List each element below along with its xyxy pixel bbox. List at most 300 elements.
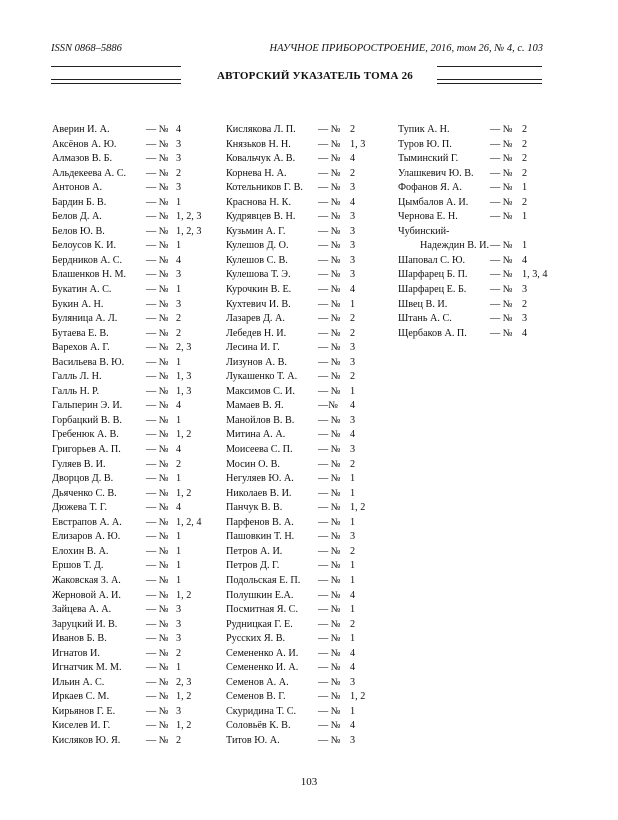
issue-numbers: 1, 2 <box>176 589 192 601</box>
issue-marker: — № <box>318 633 341 645</box>
issue-marker: — № <box>318 254 341 266</box>
issue-marker: — № <box>146 647 169 659</box>
author-entry <box>226 459 396 474</box>
author-name: Гребенюк А. В. <box>52 429 119 441</box>
author-entry <box>398 284 573 299</box>
issue-numbers: 3 <box>176 138 182 150</box>
issue-marker: — № <box>490 182 513 194</box>
author-entry <box>226 691 396 706</box>
author-entry <box>398 153 573 168</box>
issue-marker: — № <box>318 138 341 150</box>
issue-marker: — № <box>146 240 169 252</box>
author-entry <box>52 284 217 299</box>
author-entry <box>52 153 217 168</box>
author-name: Дьяченко С. В. <box>52 487 117 499</box>
issue-marker: — № <box>318 429 341 441</box>
issue-marker: — № <box>318 269 341 281</box>
author-entry <box>226 400 396 415</box>
author-entry <box>226 284 396 299</box>
issue-marker: — № <box>318 356 341 368</box>
issue-marker: — № <box>490 153 513 165</box>
issue-numbers: 4 <box>176 502 182 514</box>
issue-numbers: 2 <box>522 124 528 135</box>
issue-marker: — № <box>146 574 169 586</box>
author-entry <box>398 299 573 314</box>
issue-marker: — № <box>146 254 169 266</box>
issue-numbers: 3 <box>176 182 182 194</box>
issue-numbers: 1 <box>176 356 182 368</box>
issue-numbers: 1 <box>522 182 528 194</box>
issue-marker: — № <box>146 182 169 194</box>
author-entry <box>398 124 573 139</box>
author-entry <box>398 269 573 284</box>
author-name: Гальперин Э. И. <box>52 400 123 412</box>
author-entry <box>398 168 573 183</box>
author-entry <box>52 502 217 517</box>
issue-numbers: 3 <box>176 618 182 630</box>
author-entry <box>226 517 396 532</box>
issue-marker: — № <box>318 705 341 717</box>
author-name: Ильин А. С. <box>52 676 105 688</box>
issue-numbers: 2 <box>522 138 528 150</box>
issue-numbers: 4 <box>350 400 356 412</box>
author-name: Петров Д. Г. <box>226 560 280 572</box>
author-entry <box>226 124 396 139</box>
issue-numbers: 1, 3 <box>176 385 192 397</box>
author-entry <box>226 720 396 735</box>
author-entry <box>52 400 217 415</box>
author-name: Мамаев В. Я. <box>226 400 284 412</box>
author-entry <box>226 153 396 168</box>
issue-marker: — № <box>146 589 169 601</box>
issue-numbers: 1, 2, 4 <box>176 516 202 528</box>
issue-marker: — № <box>318 225 341 237</box>
issue-marker: — № <box>490 211 513 223</box>
issue-marker: — № <box>146 342 169 354</box>
issue-marker: — № <box>490 313 513 325</box>
author-name: Аксёнов А. Ю. <box>52 138 117 150</box>
issue-numbers: 1, 2 <box>176 429 192 441</box>
issue-marker: — № <box>490 240 513 252</box>
author-name: Моисеева С. П. <box>226 444 293 456</box>
author-name: Елизаров А. Ю. <box>52 531 121 543</box>
issue-numbers: 1, 2, 3 <box>176 225 202 237</box>
author-entry <box>226 168 396 183</box>
issue-marker: — № <box>146 196 169 208</box>
author-entry <box>226 139 396 154</box>
author-name: Букин А. Н. <box>52 298 104 310</box>
issue-numbers: 3 <box>350 734 356 746</box>
author-name: Игнатов И. <box>52 647 100 659</box>
issue-marker: — № <box>318 153 341 165</box>
issue-marker: — № <box>146 124 169 135</box>
issue-numbers: 4 <box>350 662 356 674</box>
issue-numbers: 2 <box>350 545 356 557</box>
author-name: Цымбалов А. И. <box>398 196 469 208</box>
author-entry <box>226 197 396 212</box>
issue-numbers: 3 <box>350 269 356 281</box>
author-name: Швец В. И. <box>398 298 448 310</box>
issue-numbers: 4 <box>350 647 356 659</box>
issue-marker: — № <box>146 269 169 281</box>
issue-marker: — № <box>146 487 169 499</box>
issue-numbers: 4 <box>350 153 356 165</box>
author-name: Васильева В. Ю. <box>52 356 125 368</box>
author-entry <box>398 197 573 212</box>
issue-numbers: 1 <box>522 240 528 252</box>
author-entry <box>52 313 217 328</box>
author-name: Лукашенко Т. А. <box>226 371 298 383</box>
author-entry <box>226 255 396 270</box>
issue-numbers: 1 <box>350 298 356 310</box>
issue-marker: — № <box>490 254 513 266</box>
author-name: Блашенков Н. М. <box>52 269 127 281</box>
author-entry <box>398 139 573 154</box>
issue-marker: — № <box>318 167 341 179</box>
issue-marker: — № <box>146 313 169 325</box>
issue-numbers: 3 <box>350 444 356 456</box>
issue-marker: — № <box>146 429 169 441</box>
author-name: Буляница А. Л. <box>52 313 118 325</box>
issue-numbers: 3 <box>350 531 356 543</box>
author-name: Котельников Г. В. <box>226 182 303 194</box>
issue-numbers: 1, 2 <box>176 691 192 703</box>
author-entry <box>52 691 217 706</box>
issue-marker: — № <box>318 211 341 223</box>
issue-marker: — № <box>318 662 341 674</box>
issue-numbers: 2 <box>350 618 356 630</box>
author-entry <box>52 604 217 619</box>
author-entry <box>52 168 217 183</box>
issue-numbers: 1 <box>350 385 356 397</box>
author-entry <box>52 415 217 430</box>
issue-numbers: 2 <box>522 153 528 165</box>
author-name: Семенов А. А. <box>226 676 289 688</box>
issue-numbers: 2 <box>350 124 356 135</box>
issue-marker: — № <box>318 124 341 135</box>
issue-numbers: 1 <box>176 560 182 572</box>
issue-marker: — № <box>318 531 341 543</box>
issue-numbers: 3 <box>176 705 182 717</box>
author-entry <box>398 182 573 197</box>
issue-marker: — № <box>318 414 341 426</box>
author-entry <box>226 604 396 619</box>
author-entry <box>52 124 217 139</box>
author-name: Чубинский- <box>398 225 450 237</box>
running-header <box>51 43 543 59</box>
issue-numbers: 4 <box>176 444 182 456</box>
issue-numbers: 4 <box>176 254 182 266</box>
author-entry <box>52 575 217 590</box>
author-entry <box>52 429 217 444</box>
issue-numbers: 3 <box>350 240 356 252</box>
author-name: Краснова Н. К. <box>226 196 292 208</box>
author-name: Лесина И. Г. <box>226 342 280 354</box>
author-entry <box>226 357 396 372</box>
author-name: Фофанов Я. А. <box>398 182 462 194</box>
author-name: Парфенов В. А. <box>226 516 294 528</box>
issue-marker: — № <box>146 153 169 165</box>
author-name: Галль Л. Н. <box>52 371 102 383</box>
author-name: Варехов А. Г. <box>52 342 110 354</box>
author-name: Тупик А. Н. <box>398 124 450 135</box>
issue-numbers: 1 <box>176 414 182 426</box>
author-entry <box>226 240 396 255</box>
author-name: Кухтевич И. В. <box>226 298 291 310</box>
author-entry <box>226 313 396 328</box>
author-name: Дюжева Т. Г. <box>52 502 108 514</box>
issue-marker: — № <box>490 167 513 179</box>
issue-numbers: 2 <box>176 647 182 659</box>
author-column-3 <box>398 124 573 342</box>
author-entry <box>52 211 217 226</box>
issue-marker: — № <box>146 444 169 456</box>
issue-marker: — № <box>146 633 169 645</box>
issue-marker: — № <box>318 618 341 630</box>
author-entry <box>52 139 217 154</box>
author-name: Заруцкий И. В. <box>52 618 118 630</box>
author-name: Соловьёв К. В. <box>226 720 291 732</box>
author-name: Курочкин В. Е. <box>226 284 292 296</box>
issue-numbers: 4 <box>176 124 182 135</box>
author-entry <box>52 386 217 401</box>
author-name: Иванов Б. В. <box>52 633 107 645</box>
issue-marker: — № <box>318 734 341 746</box>
issue-numbers: 3 <box>176 633 182 645</box>
author-entry <box>52 735 217 750</box>
issue-numbers: 2 <box>350 313 356 325</box>
issue-numbers: 1 <box>350 705 356 717</box>
author-name: Скуридина Т. С. <box>226 705 297 717</box>
issue-numbers: 2 <box>350 458 356 470</box>
issue-marker: — № <box>490 138 513 150</box>
issue-numbers: 1 <box>176 545 182 557</box>
title-double-rule-right <box>437 79 542 84</box>
issn-text: ISSN 0868–5886 <box>51 43 122 54</box>
page-title: АВТОРСКИЙ УКАЗАТЕЛЬ ТОМА 26 <box>217 70 413 82</box>
author-name: Рудницкая Г. Е. <box>226 618 293 630</box>
author-entry <box>52 255 217 270</box>
author-entry <box>52 619 217 634</box>
issue-numbers: 4 <box>350 196 356 208</box>
author-name: Щербаков А. П. <box>398 327 467 339</box>
author-entry <box>226 488 396 503</box>
issue-marker: — № <box>146 167 169 179</box>
issue-numbers: 1 <box>350 516 356 528</box>
issue-numbers: 1 <box>176 473 182 485</box>
issue-numbers: 1, 2 <box>350 691 366 703</box>
issue-marker: — № <box>146 284 169 296</box>
author-entry <box>52 590 217 605</box>
issue-numbers: 4 <box>350 429 356 441</box>
issue-marker: — № <box>318 589 341 601</box>
issue-marker: — № <box>146 400 169 412</box>
issue-marker: — № <box>318 298 341 310</box>
author-name: Евстрапов А. А. <box>52 516 122 528</box>
issue-numbers: 1, 3, 4 <box>522 269 548 281</box>
title-double-rule-left <box>51 79 181 84</box>
author-name: Кулешова Т. Э. <box>226 269 291 281</box>
issue-marker: — № <box>146 473 169 485</box>
author-entry <box>226 502 396 517</box>
author-entry <box>398 255 573 270</box>
issue-numbers: 2, 3 <box>176 676 192 688</box>
author-name: Букатин А. С. <box>52 284 112 296</box>
issue-marker: — № <box>146 138 169 150</box>
author-name: Посмитная Я. С. <box>226 604 299 616</box>
issue-numbers: 1, 3 <box>176 371 192 383</box>
author-entry <box>52 371 217 386</box>
author-entry <box>398 313 573 328</box>
issue-numbers: 1, 2, 3 <box>176 211 202 223</box>
issue-numbers: 1, 2 <box>176 720 192 732</box>
author-name: Кузьмин А. Г. <box>226 225 286 237</box>
author-entry <box>52 240 217 255</box>
author-entry <box>226 226 396 241</box>
author-entry <box>398 240 573 255</box>
issue-marker: — № <box>146 604 169 616</box>
issue-numbers: 2 <box>522 196 528 208</box>
issue-numbers: 4 <box>522 327 528 339</box>
issue-numbers: 2, 3 <box>176 342 192 354</box>
issue-marker: — № <box>146 211 169 223</box>
author-entry <box>226 342 396 357</box>
issue-marker: — № <box>318 342 341 354</box>
author-entry <box>52 677 217 692</box>
author-entry <box>226 444 396 459</box>
author-name: Иркаев С. М. <box>52 691 110 703</box>
author-name: Пашовкин Т. Н. <box>226 531 295 543</box>
issue-marker: —№ <box>318 400 338 412</box>
author-name: Титов Ю. А. <box>226 734 280 746</box>
author-name: Горбацкий В. В. <box>52 414 122 426</box>
author-name: Белоусов К. И. <box>52 240 117 252</box>
author-name: Лизунов А. В. <box>226 356 287 368</box>
author-entry <box>226 299 396 314</box>
author-name: Князьков Н. Н. <box>226 138 291 150</box>
issue-numbers: 1 <box>522 211 528 223</box>
author-name: Елохин В. А. <box>52 545 109 557</box>
issue-marker: — № <box>146 618 169 630</box>
author-name: Митина А. А. <box>226 429 286 441</box>
issue-marker: — № <box>318 371 341 383</box>
issue-marker: — № <box>490 327 513 339</box>
author-name: Русских Я. В. <box>226 633 286 645</box>
author-name: Бердников А. С. <box>52 254 123 266</box>
issue-numbers: 3 <box>176 298 182 310</box>
issue-numbers: 4 <box>350 720 356 732</box>
author-entry <box>52 633 217 648</box>
author-name: Жерновой А. И. <box>52 589 121 601</box>
issue-marker: — № <box>318 444 341 456</box>
issue-numbers: 3 <box>522 284 528 296</box>
author-entry <box>52 357 217 372</box>
issue-marker: — № <box>146 516 169 528</box>
issue-marker: — № <box>146 676 169 688</box>
author-name: Лазарев Д. А. <box>226 313 285 325</box>
issue-marker: — № <box>490 196 513 208</box>
author-name: Негуляев Ю. А. <box>226 473 294 485</box>
issue-numbers: 1 <box>350 560 356 572</box>
journal-citation: НАУЧНОЕ ПРИБОРОСТРОЕНИЕ, 2016, том 26, № 4, c. 103 <box>269 43 543 54</box>
author-name: Полушкин Е.А. <box>226 589 294 601</box>
issue-marker: — № <box>146 662 169 674</box>
author-entry <box>226 648 396 663</box>
author-entry <box>52 531 217 546</box>
issue-marker: — № <box>318 604 341 616</box>
author-name: Панчук В. В. <box>226 502 283 514</box>
author-entry <box>226 706 396 721</box>
issue-marker: — № <box>318 458 341 470</box>
issue-marker: — № <box>146 691 169 703</box>
issue-marker: — № <box>318 327 341 339</box>
author-name: Шаповал С. Ю. <box>398 254 466 266</box>
author-name: Галль Н. Р. <box>52 385 99 397</box>
issue-numbers: 1, 3 <box>350 138 366 150</box>
issue-numbers: 1 <box>176 662 182 674</box>
author-name: Киселев И. Г. <box>52 720 111 732</box>
author-name: Семенов В. Г. <box>226 691 286 703</box>
issue-marker: — № <box>146 414 169 426</box>
issue-numbers: 2 <box>522 167 528 179</box>
author-name: Ершов Т. Д. <box>52 560 104 572</box>
author-name: Петров А. И. <box>226 545 283 557</box>
author-name: Максимов С. И. <box>226 385 295 397</box>
author-entry <box>398 328 573 343</box>
author-entry <box>226 328 396 343</box>
author-entry <box>52 720 217 735</box>
author-entry <box>52 269 217 284</box>
issue-marker: — № <box>146 371 169 383</box>
issue-marker: — № <box>146 327 169 339</box>
issue-numbers: 1 <box>176 574 182 586</box>
author-entry <box>52 648 217 663</box>
issue-marker: — № <box>146 298 169 310</box>
issue-marker: — № <box>318 720 341 732</box>
author-entry <box>52 197 217 212</box>
issue-numbers: 4 <box>522 254 528 266</box>
author-name: Альдекеева А. С. <box>52 167 127 179</box>
issue-numbers: 4 <box>350 284 356 296</box>
author-entry <box>226 415 396 430</box>
issue-marker: — № <box>318 560 341 572</box>
author-name: Аверин И. А. <box>52 124 110 135</box>
author-entry <box>226 677 396 692</box>
issue-marker: — № <box>318 647 341 659</box>
issue-numbers: 2 <box>350 371 356 383</box>
issue-numbers: 3 <box>350 225 356 237</box>
issue-marker: — № <box>146 720 169 732</box>
author-name: Антонов А. <box>52 182 103 194</box>
issue-numbers: 4 <box>176 400 182 412</box>
issue-marker: — № <box>318 196 341 208</box>
issue-numbers: 1 <box>176 531 182 543</box>
author-name: Кулешов С. В. <box>226 254 288 266</box>
author-name: Корнева Н. А. <box>226 167 287 179</box>
issue-numbers: 3 <box>350 676 356 688</box>
issue-marker: — № <box>318 516 341 528</box>
author-name: Шарфарец Б. П. <box>398 269 468 281</box>
issue-numbers: 2 <box>176 167 182 179</box>
author-entry <box>226 182 396 197</box>
author-name: Штань А. С. <box>398 313 452 325</box>
author-entry <box>226 531 396 546</box>
author-name: Гуляев В. И. <box>52 458 106 470</box>
author-entry <box>52 546 217 561</box>
author-name: Семененко И. А. <box>226 662 299 674</box>
author-entry <box>226 546 396 561</box>
issue-marker: — № <box>146 385 169 397</box>
